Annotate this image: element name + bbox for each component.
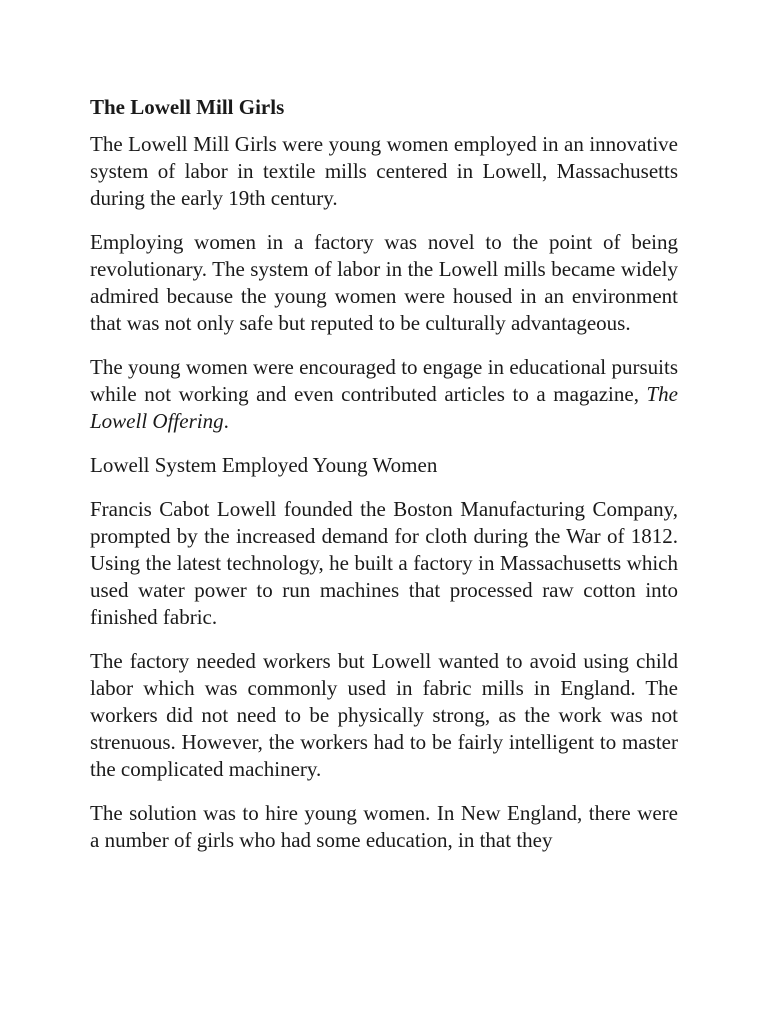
paragraph-revolutionary: Employing women in a factory was novel to the point of being revolutionary. The system of labor in the Lowell mills became widely admired because the young women were housed in an environment that was not only safe but reputed to be culturally advantageous. (90, 230, 678, 335)
document-page (90, 92, 678, 871)
paragraph-solution: The solution was to hire young women. In New England, there were a number of girls who had some education, in that they (90, 801, 678, 852)
document-title: The Lowell Mill Girls (90, 95, 285, 119)
paragraph-intro: The Lowell Mill Girls were young women employed in an innovative system of labor in textile mills centered in Lowell, Massachusetts during the early 19th century. (90, 132, 678, 210)
paragraph-magazine (90, 354, 678, 435)
magazine-title: The Lowell Offering (90, 382, 678, 433)
paragraph-magazine-end: . (223, 409, 229, 433)
section-subheading: Lowell System Employed Young Women (90, 453, 438, 477)
paragraph-workers: The factory needed workers but Lowell wanted to avoid using child labor which was commonly used in fabric mills in England. The workers did not need to be physically strong, as the work was not strenuous. However, the workers had to be fairly intelligent to master the complicated machinery. (90, 649, 678, 781)
paragraph-magazine-text: The young women were encouraged to engage in educational pursuits while not working and even contributed articles to a magazine, (90, 355, 678, 406)
paragraph-founding: Francis Cabot Lowell founded the Boston Manufacturing Company, prompted by the increased demand for cloth during the War of 1812. Using the latest technology, he built a factory in Massachusetts which used water power to run machines that processed raw cotton into finished fabric. (90, 497, 678, 629)
